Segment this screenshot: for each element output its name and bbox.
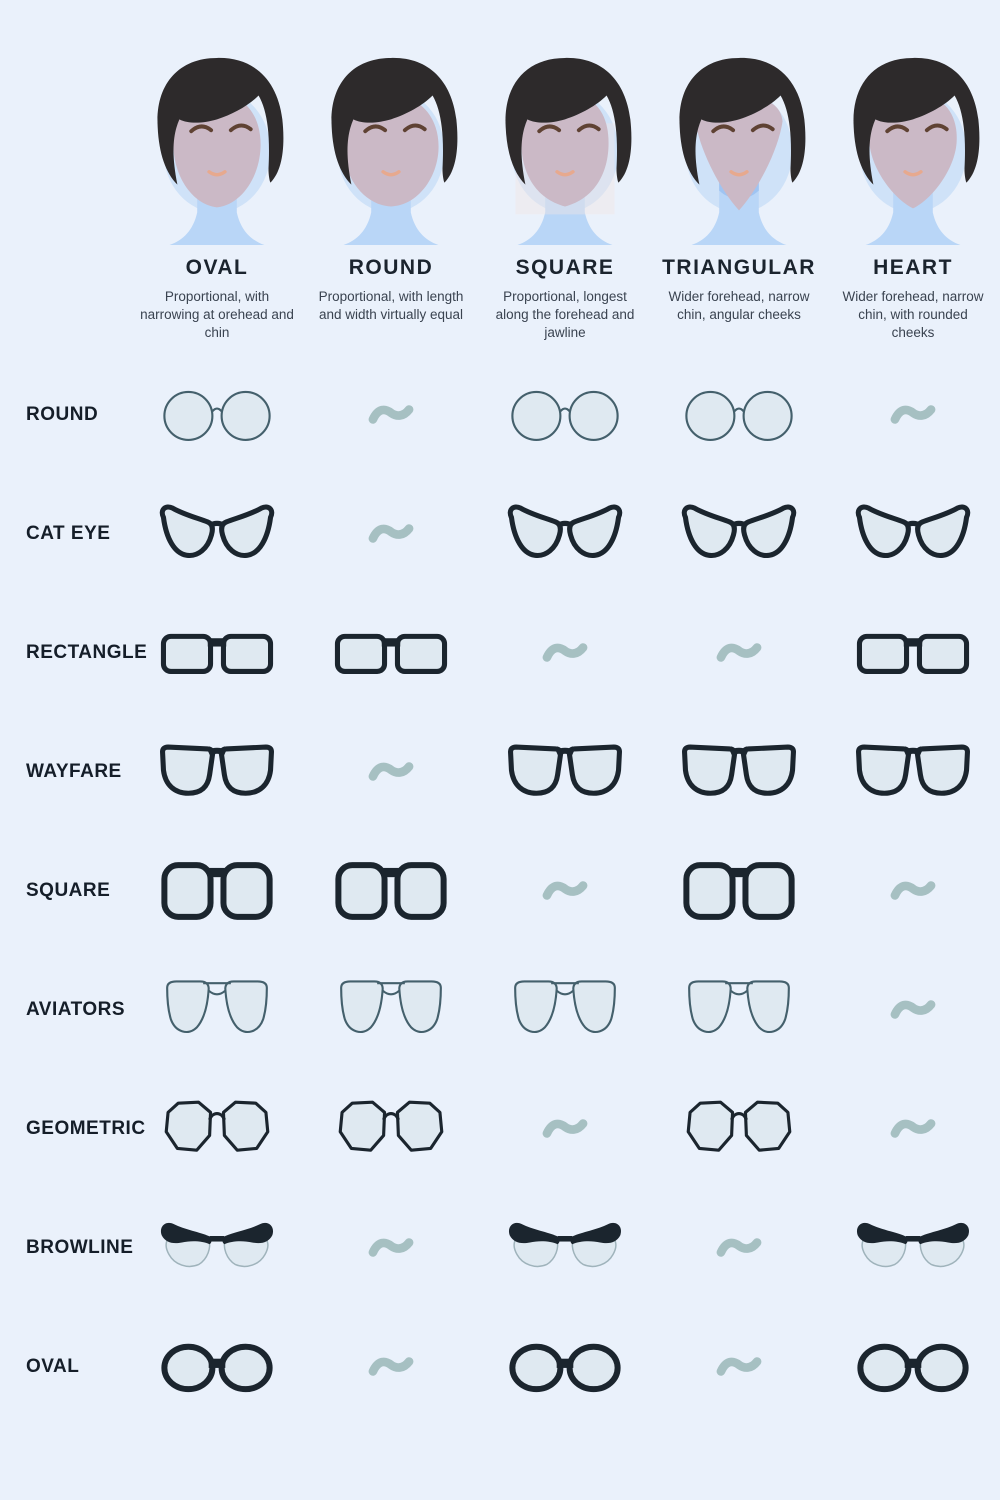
glasses-row-aviators [0, 950, 1000, 1069]
fit-cell-triangular [652, 382, 826, 448]
fit-cell-oval [130, 620, 304, 686]
face-title: SQUARE [515, 256, 615, 279]
round-glasses-icon [505, 382, 625, 448]
row-label-round: ROUND [26, 403, 99, 425]
glasses-row-square [0, 831, 1000, 950]
round-face-illustration [311, 52, 471, 250]
glasses-row-oval [0, 1307, 1000, 1426]
face-description: Wider forehead, narrow chin, angular cheeks [668, 289, 810, 322]
aviators-glasses-icon [679, 977, 799, 1043]
tilde-icon [542, 1115, 588, 1142]
oval-glasses-icon [157, 1334, 277, 1400]
nofit-cell-round [304, 1234, 478, 1261]
square-face-illustration [485, 52, 645, 250]
nofit-cell-round [304, 520, 478, 547]
row-label-cateye: CAT EYE [26, 522, 111, 544]
fit-cell-heart [826, 1334, 1000, 1400]
fit-cell-oval [130, 1215, 304, 1281]
browline-glasses-icon [853, 1215, 973, 1281]
face-description: Proportional, with narrowing at orehead and chin [140, 289, 294, 340]
face-description: Proportional, with length and width virtually equal [318, 289, 464, 322]
nofit-cell-round [304, 1353, 478, 1380]
fit-cell-heart [826, 501, 1000, 567]
row-label-oval: OVAL [26, 1355, 80, 1377]
rectangle-glasses-icon [853, 620, 973, 686]
fit-cell-oval [130, 1334, 304, 1400]
face-shape-header [0, 0, 1000, 341]
nofit-cell-square [478, 639, 652, 666]
nofit-cell-heart [826, 1115, 1000, 1142]
fit-cell-round [304, 858, 478, 924]
cateye-glasses-icon [679, 501, 799, 567]
fit-cell-square [478, 1334, 652, 1400]
geometric-glasses-icon [157, 1096, 277, 1162]
face-title: HEART [873, 256, 953, 279]
fit-cell-oval [130, 858, 304, 924]
tilde-icon [542, 877, 588, 904]
face-column-triangular [652, 52, 826, 341]
rectangle-glasses-icon [157, 620, 277, 686]
glasses-row-browline [0, 1188, 1000, 1307]
glasses-row-geometric [0, 1069, 1000, 1188]
tilde-icon [716, 639, 762, 666]
face-column-round [304, 52, 478, 341]
tilde-icon [368, 401, 414, 428]
nofit-cell-heart [826, 996, 1000, 1023]
square-glasses-icon [331, 858, 451, 924]
nofit-cell-heart [826, 401, 1000, 428]
oval-glasses-icon [853, 1334, 973, 1400]
browline-glasses-icon [157, 1215, 277, 1281]
face-column-oval [130, 52, 304, 341]
wayfare-glasses-icon [505, 739, 625, 805]
row-label-square: SQUARE [26, 879, 111, 901]
cateye-glasses-icon [505, 501, 625, 567]
fit-cell-heart [826, 620, 1000, 686]
fit-cell-oval [130, 739, 304, 805]
row-label-rectangle: RECTANGLE [26, 641, 148, 663]
heart-face-illustration [833, 52, 993, 250]
fit-cell-square [478, 739, 652, 805]
face-title: ROUND [348, 256, 434, 279]
tilde-icon [716, 1353, 762, 1380]
face-title: OVAL [185, 256, 249, 279]
compatibility-grid [0, 355, 1000, 1426]
round-glasses-icon [157, 382, 277, 448]
row-label-browline: BROWLINE [26, 1236, 134, 1258]
glasses-row-round [0, 355, 1000, 474]
nofit-cell-square [478, 877, 652, 904]
face-column-heart [826, 52, 1000, 341]
glasses-row-rectangle [0, 593, 1000, 712]
geometric-glasses-icon [331, 1096, 451, 1162]
aviators-glasses-icon [331, 977, 451, 1043]
tilde-icon [890, 996, 936, 1023]
fit-cell-heart [826, 739, 1000, 805]
nofit-cell-square [478, 1115, 652, 1142]
row-label-geometric: GEOMETRIC [26, 1117, 146, 1139]
header-spacer [0, 52, 130, 341]
face-column-square [478, 52, 652, 341]
fit-cell-triangular [652, 977, 826, 1043]
glasses-row-wayfare [0, 712, 1000, 831]
tilde-icon [368, 758, 414, 785]
square-glasses-icon [679, 858, 799, 924]
tilde-icon [542, 639, 588, 666]
cateye-glasses-icon [157, 501, 277, 567]
fit-cell-triangular [652, 1096, 826, 1162]
round-glasses-icon [679, 382, 799, 448]
row-label-aviators: AVIATORS [26, 998, 126, 1020]
wayfare-glasses-icon [157, 739, 277, 805]
fit-cell-square [478, 501, 652, 567]
fit-cell-round [304, 977, 478, 1043]
tilde-icon [368, 520, 414, 547]
tilde-icon [368, 1234, 414, 1261]
fit-cell-triangular [652, 858, 826, 924]
tilde-icon [716, 1234, 762, 1261]
rectangle-glasses-icon [331, 620, 451, 686]
fit-cell-heart [826, 1215, 1000, 1281]
tilde-icon [890, 401, 936, 428]
face-description: Proportional, longest along the forehead and jawline [495, 289, 635, 340]
fit-cell-oval [130, 501, 304, 567]
fit-cell-oval [130, 977, 304, 1043]
fit-cell-square [478, 1215, 652, 1281]
face-description: Wider forehead, narrow chin, with rounded cheeks [842, 289, 984, 340]
face-title: TRIANGULAR [662, 256, 816, 279]
fit-cell-triangular [652, 739, 826, 805]
triangular-face-illustration [659, 52, 819, 250]
row-label-wayfare: WAYFARE [26, 760, 122, 782]
wayfare-glasses-icon [853, 739, 973, 805]
square-glasses-icon [157, 858, 277, 924]
nofit-cell-triangular [652, 1353, 826, 1380]
cateye-glasses-icon [853, 501, 973, 567]
fit-cell-oval [130, 382, 304, 448]
nofit-cell-round [304, 758, 478, 785]
fit-cell-square [478, 977, 652, 1043]
nofit-cell-triangular [652, 639, 826, 666]
wayfare-glasses-icon [679, 739, 799, 805]
nofit-cell-round [304, 401, 478, 428]
fit-cell-oval [130, 1096, 304, 1162]
geometric-glasses-icon [679, 1096, 799, 1162]
fit-cell-round [304, 1096, 478, 1162]
fit-cell-square [478, 382, 652, 448]
tilde-icon [890, 877, 936, 904]
browline-glasses-icon [505, 1215, 625, 1281]
tilde-icon [890, 1115, 936, 1142]
aviators-glasses-icon [505, 977, 625, 1043]
oval-face-illustration [137, 52, 297, 250]
aviators-glasses-icon [157, 977, 277, 1043]
tilde-icon [368, 1353, 414, 1380]
oval-glasses-icon [505, 1334, 625, 1400]
fit-cell-round [304, 620, 478, 686]
glasses-row-cateye [0, 474, 1000, 593]
nofit-cell-heart [826, 877, 1000, 904]
nofit-cell-triangular [652, 1234, 826, 1261]
fit-cell-triangular [652, 501, 826, 567]
